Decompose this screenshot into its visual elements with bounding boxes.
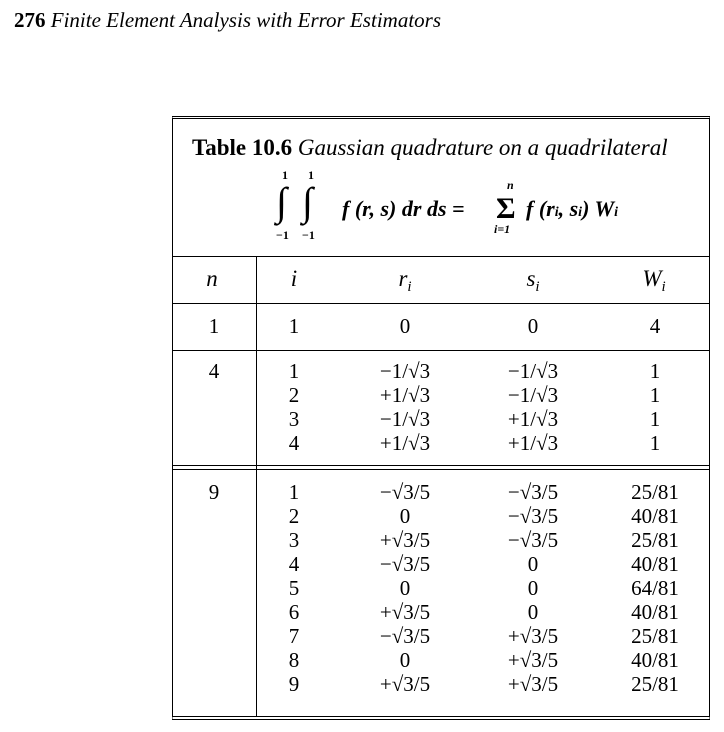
page-number: 276	[14, 8, 46, 32]
group-3-i: 1 2 3 4 5 6 7 8 9	[288, 480, 300, 696]
group-divider-1	[172, 350, 710, 351]
table-label: Table 10.6	[192, 135, 293, 160]
group-divider-2b	[172, 469, 710, 470]
group-2-w: 1 1 1 1	[649, 359, 661, 455]
book-title: Finite Element Analysis with Error Estimators	[50, 8, 441, 32]
summand-middle: , s	[558, 196, 579, 221]
header-w: $W_i$	[642, 266, 666, 295]
table-caption	[192, 135, 668, 161]
group-2-r: −1/√3 +1/√3 −1/√3 +1/√3	[379, 359, 431, 455]
group-3-n: 9	[208, 480, 220, 504]
integrand: f (r, s) dr ds =	[342, 196, 465, 221]
integral-2-lower-limit: −1	[302, 228, 315, 242]
summand: f (ri, si) Wi	[526, 196, 618, 221]
sum-lower-limit: i=1	[494, 222, 511, 236]
summand-start: f (r	[526, 196, 555, 221]
sum-sign: Σ	[496, 192, 516, 225]
running-head	[14, 8, 441, 33]
integral-1-upper-limit: 1	[282, 168, 288, 182]
group-1-i: 1	[288, 314, 300, 338]
group-2-n: 4	[208, 359, 220, 383]
quadrature-formula	[270, 168, 690, 248]
group-divider-2	[172, 465, 710, 466]
group-1-r: 0	[399, 314, 411, 338]
header-r: $r_i$	[398, 266, 412, 295]
header-i: i	[290, 266, 298, 291]
group-1-w: 4	[649, 314, 661, 338]
group-1-n: 1	[208, 314, 220, 338]
header-rule-top	[172, 256, 710, 257]
header-s: $s_i$	[526, 266, 540, 295]
integral-1-sign: ∫	[276, 179, 287, 224]
table-caption-text: Gaussian quadrature on a quadrilateral	[297, 135, 668, 160]
sum-upper-limit: n	[507, 178, 514, 192]
group-3-w: 25/81 40/81 25/81 40/81 64/81 40/81 25/81 40/81 25/81	[631, 480, 679, 696]
group-1-s: 0	[527, 314, 539, 338]
integral-1-lower-limit: −1	[276, 228, 289, 242]
header-n: n	[206, 266, 218, 291]
header-rule-bottom	[172, 303, 710, 304]
integral-2-sign: ∫	[302, 179, 313, 224]
group-2-i: 1 2 3 4	[288, 359, 300, 455]
integral-2-upper-limit: 1	[308, 168, 314, 182]
group-2-s: −1/√3 −1/√3 +1/√3 +1/√3	[507, 359, 559, 455]
summand-end: ) W	[582, 196, 615, 221]
group-3-r: −√3/5 0 +√3/5 −√3/5 0 +√3/5 −√3/5 0 +√3/5	[379, 480, 431, 696]
group-3-s: −√3/5 −√3/5 −√3/5 0 0 0 +√3/5 +√3/5 +√3/5	[507, 480, 559, 696]
